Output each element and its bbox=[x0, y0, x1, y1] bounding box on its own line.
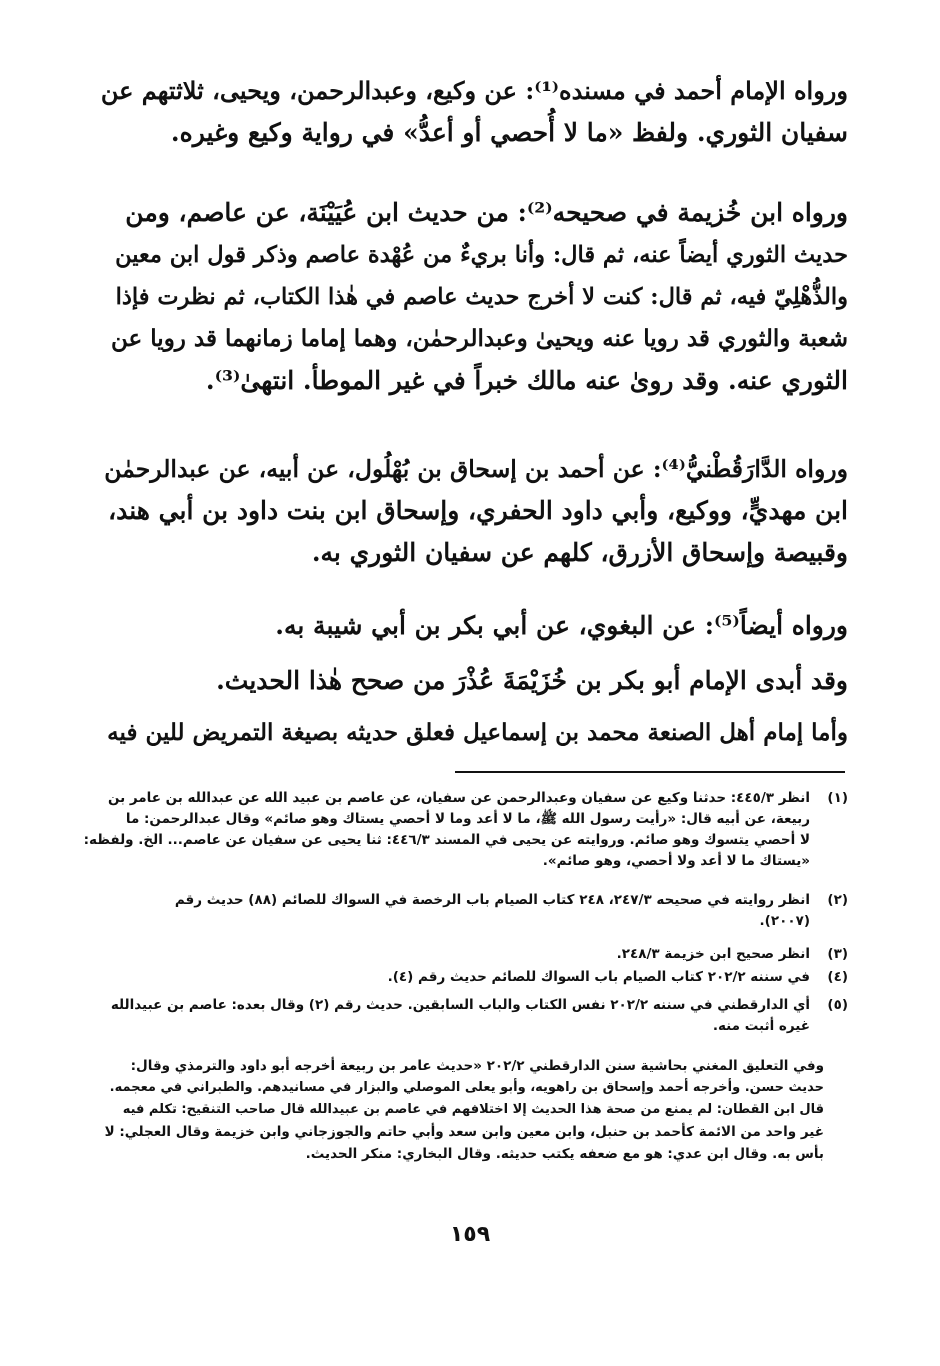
footnote-line: انظر روايته في صحيحه ٢٤٧/٣، ٢٤٨ كتاب الصيام باب الرخصة في السواك للصائم (٨٨) حديث رقم bbox=[174, 892, 810, 908]
note-line: وفي التعليق المغني بحاشية سنن الدارقطني ٢٠٢/٢ «حديث عامر بن ربيعة أخرجه أبو داود والترمذي وقال: bbox=[130, 1058, 824, 1074]
footnote-line: «يستاك ما لا أعد ولا أحصي، وهو صائم». bbox=[542, 853, 810, 869]
note-line: قال ابن القطان: لم يمنع من صحة هذا الحديث إلا اختلافهم في عاصم بن عبيدالله قال صاحب التنقيح: تكلم فيه bbox=[122, 1102, 824, 1117]
footnote-number: (١) bbox=[827, 790, 848, 806]
footnote-line: في سننه ٢٠٢/٢ كتاب الصيام باب السواك للصائم حديث رقم (٤). bbox=[387, 969, 810, 985]
text-line: شعبة والثوري قد رويا عنه ويحيىٰ وعبدالرحمٰن، وهما إماما زمانهما قد رويا عن bbox=[111, 325, 848, 352]
footnote-separator bbox=[455, 771, 845, 773]
footnote-line: ربيعة، عن أبيه قال: «رأيت رسول الله ﷺ، ما لا أعد وما لا أحصي يستاك وهو صائم» وقال عبدالرحمن: ما bbox=[125, 811, 810, 827]
footnote-line: انظر صحيح ابن خزيمة ٢٤٨/٣. bbox=[616, 946, 810, 962]
footnote-number: (٣) bbox=[827, 946, 848, 962]
text-line: وقبيصة وإسحاق الأزرق، كلهم عن سفيان الثوري به. bbox=[311, 538, 848, 567]
text-line: وأما إمام أهل الصنعة محمد بن إسماعيل فعلق حديثه بصيغة التمريض للين فيه bbox=[107, 719, 848, 746]
footnote-line: انظر ٤٤٥/٣: حدثنا وكيع عن سفيان وعبدالرحمن عن سفيان، عن عاصم بن عبيد الله عن عبدالله بن عامر بن bbox=[107, 790, 810, 806]
note-line: بأس به. وقال ابن عدي: هو مع ضعفه يكتب حديثه. وقال البخاري: منكر الحديث. bbox=[305, 1146, 824, 1162]
text-line: ابن مهديٍّ، ووكيع، وأبي داود الحفري، وإسحاق ابن بنت داود بن أبي هند، bbox=[108, 496, 848, 525]
footnote-line: أي الدارقطني في سننه ٢٠٢/٢ نفس الكتاب والباب السابقين. حديث رقم (٢) وقال بعده: عاصم بن عبيدالله bbox=[110, 997, 810, 1013]
text-line: حديث الثوري أيضاً عنه، ثم قال: وأنا بريءٌ من عُهْدة عاصم وذكر قول ابن معين bbox=[115, 242, 848, 268]
footnote-line: غيره أثبت منه. bbox=[712, 1018, 810, 1034]
footnote-line: لا أحصي يتسوك وهو صائم. وروايته عن يحيى في المسند ٤٤٦/٣: ثنا يحيى عن سفيان عن عاصم... الخ. ولفظه: bbox=[83, 832, 810, 848]
note-line: غير واحد من الائمة كأحمد بن حنبل، وابن معين وابن سعد وأبي حاتم والجوزجاني وابن خزيمة وقال العجلي: لا bbox=[104, 1124, 824, 1140]
footnote-number: (٤) bbox=[827, 969, 848, 985]
footnote-line: (٢٠٠٧). bbox=[759, 913, 810, 929]
paragraph-bukhari bbox=[100, 712, 848, 754]
text-line: ورواه أيضاً⁽⁵⁾: عن البغوي، عن أبي بكر بن أبي شيبة به. bbox=[275, 611, 848, 640]
footnote-number: (٢) bbox=[827, 892, 848, 908]
footnote-1 bbox=[83, 788, 848, 872]
paragraph-baghawi bbox=[100, 605, 848, 647]
text-line: ورواه ابن خُزيمة في صحيحه⁽²⁾: من حديث ابن عُيَيْنَة، عن عاصم، ومن bbox=[125, 198, 848, 227]
footnote-3 bbox=[100, 944, 848, 965]
text-line: ورواه الإمام أحمد في مسنده⁽¹⁾: عن وكيع، وعبدالرحمن، ويحيى، ثلاثتهم عن bbox=[100, 76, 848, 105]
text-line: والذُّهْلِيّ فيه، ثم قال: كنت لا أخرج حديث عاصم في هٰذا الكتاب، ثم نظرت فإذا bbox=[115, 284, 848, 310]
paragraph-ibn-khuzayma-excuse bbox=[100, 660, 848, 702]
footnote-number: (٥) bbox=[827, 997, 848, 1013]
text-line: ورواه الدَّارَقُطْنيُّ⁽⁴⁾: عن أحمد بن إسحاق بن بُهْلُول، عن أبيه، عن عبدالرحمٰن bbox=[104, 455, 848, 483]
paragraph-ahmad bbox=[100, 70, 848, 154]
footnote-4 bbox=[100, 967, 848, 988]
paragraph-daraqutni bbox=[100, 448, 848, 574]
text-line: وقد أبدى الإمام أبو بكر بن خُزَيْمَةَ عُذْرَ من صحح هٰذا الحديث. bbox=[216, 666, 848, 695]
text-line: سفيان الثوري. ولفظ «ما لا أُحصي أو أعدُّ» في رواية وكيع وغيره. bbox=[170, 118, 848, 147]
note-line: حديث حسن. وأخرجه أحمد وإسحاق بن راهويه، وأبو يعلى الموصلي والبزار في مسانيدهم. والطبراني في معجمه. bbox=[109, 1080, 824, 1095]
supplementary-note bbox=[100, 1055, 824, 1165]
page-number: ١٥٩ bbox=[449, 1222, 491, 1247]
text-line: الثوري عنه. وقد روىٰ عنه مالك خبراً في غير الموطأ. انتهىٰ⁽³⁾. bbox=[205, 366, 848, 395]
footnote-5 bbox=[100, 995, 848, 1037]
paragraph-ibn-khuzayma bbox=[100, 192, 848, 402]
footnote-2 bbox=[100, 890, 848, 932]
